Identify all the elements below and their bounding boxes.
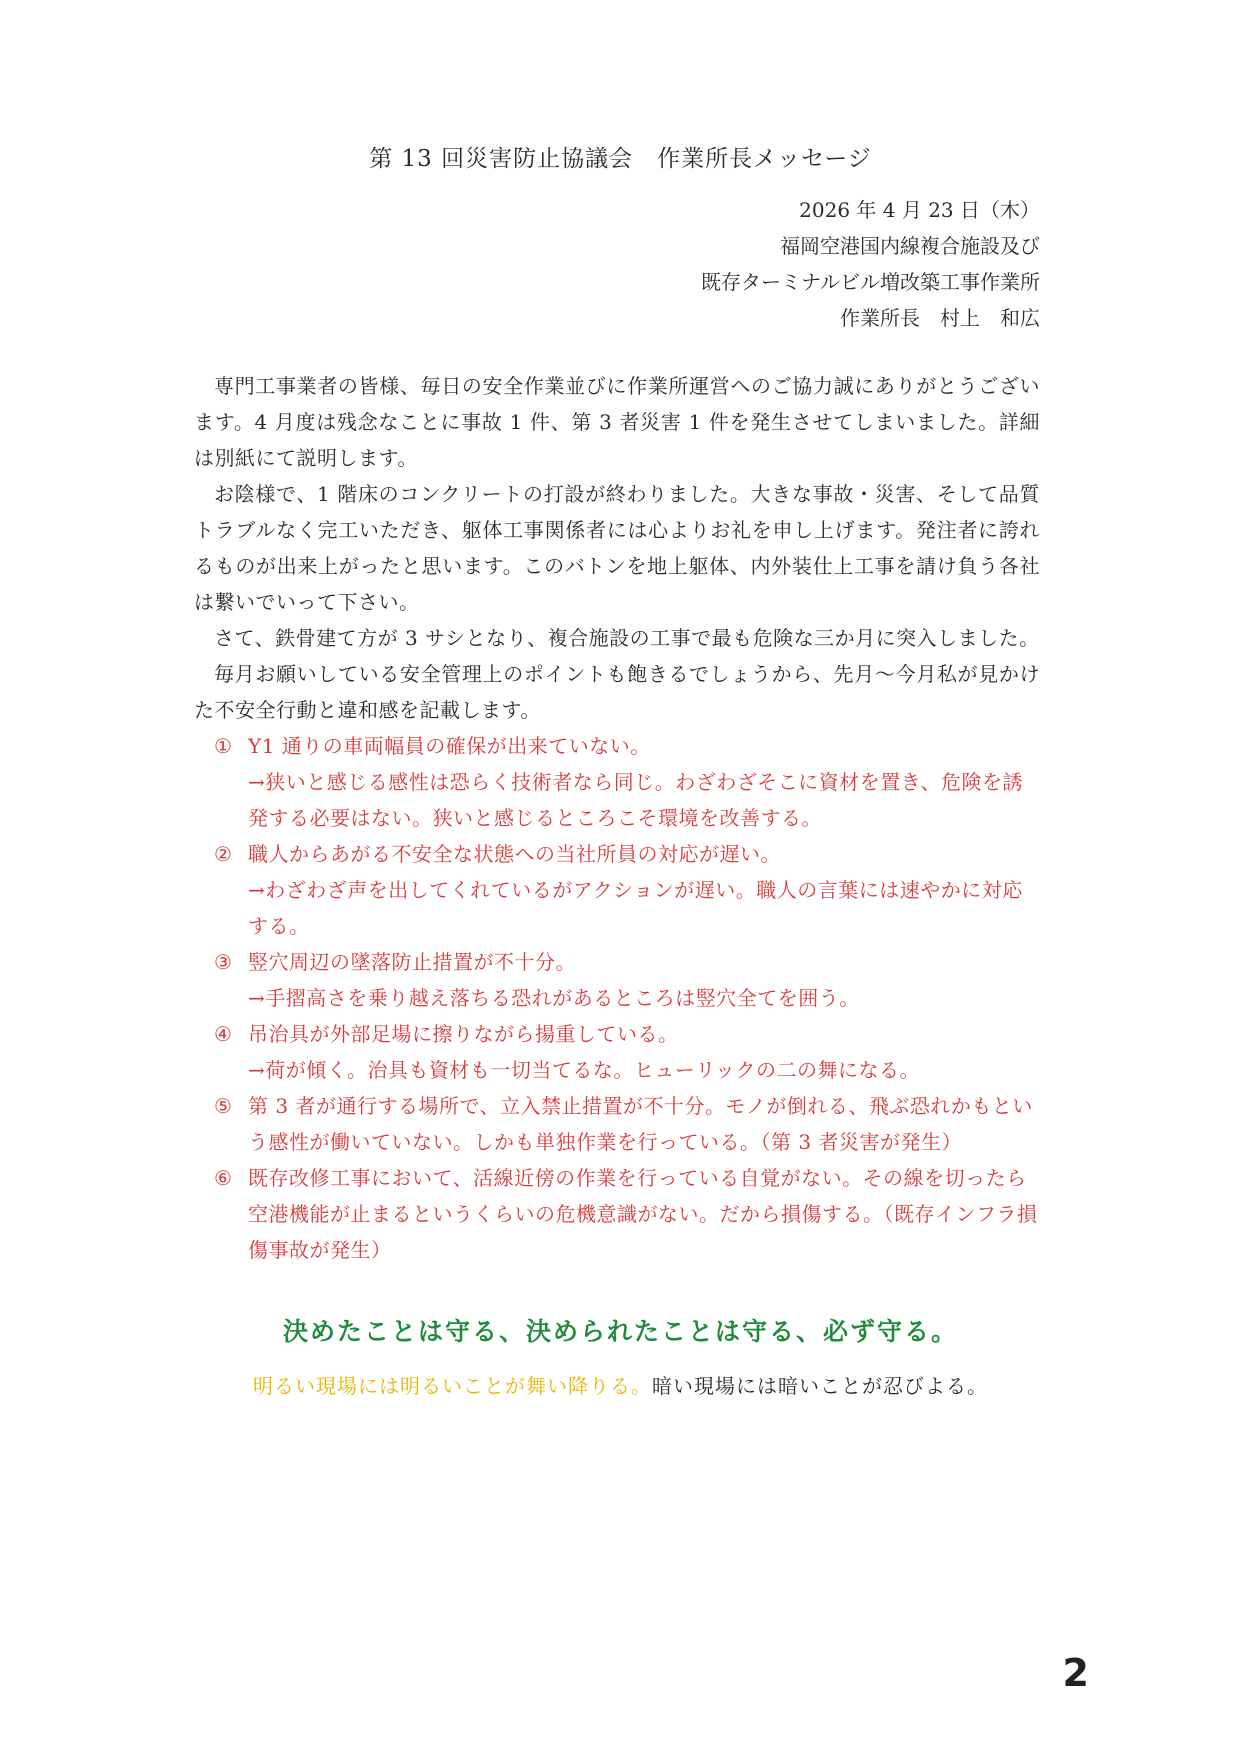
item-number: ② bbox=[214, 842, 233, 866]
page-number: 2 bbox=[1062, 1651, 1089, 1695]
item-number: ① bbox=[214, 734, 233, 758]
item-text: 既存改修工事において、活線近傍の作業を行っている自覚がない。その線を切ったら空港機能が止まるというくらいの危機意識がない。だから損傷する。（既存インフラ損傷事故が発生） bbox=[248, 1166, 1038, 1262]
motto: 決めたことは守る、決められたことは守る、必ず守る。 bbox=[282, 1317, 958, 1346]
item-number: ⑤ bbox=[214, 1094, 233, 1118]
item-note: →狭いと感じる感性は恐らく技術者なら同じ。わざわざそこに資材を置き、危険を誘発する必要はない。狭いと感じるところこそ環境を改善する。 bbox=[248, 770, 1023, 830]
item-text: 職人からあがる不安全な状態への当社所員の対応が遅い。 bbox=[248, 842, 781, 866]
item-text: Y1 通りの車両幅員の確保が出来ていない。 bbox=[248, 734, 651, 758]
paragraph: 毎月お願いしている安全管理上のポイントも飽きるでしょうから、先月～今月私が見かけた不安全行動と違和感を記載します。 bbox=[194, 662, 1040, 722]
item-text: 吊治具が外部足場に擦りながら揚重している。 bbox=[248, 1022, 679, 1046]
item-number: ⑥ bbox=[214, 1166, 233, 1190]
bright-site-text: 明るい現場には明るいことが舞い降りる。 bbox=[253, 1374, 652, 1398]
paragraph: さて、鉄骨建て方が 3 サシとなり、複合施設の工事で最も危険な三か月に突入しました。 bbox=[214, 626, 1040, 650]
item-number: ④ bbox=[214, 1022, 233, 1046]
closing-line bbox=[0, 1370, 1241, 1399]
document-date: 2026 年 4 月 23 日（木） bbox=[799, 198, 1040, 222]
message-body bbox=[194, 368, 1040, 1268]
item-note: →手摺高さを乗り越え落ちる恐れがあるところは竪穴全てを囲う。 bbox=[248, 986, 860, 1010]
document-title: 第 13 回災害防止協議会 作業所長メッセージ bbox=[369, 146, 872, 172]
unsafe-actions-list bbox=[194, 728, 1040, 1268]
item-note: →荷が傾く。治具も資材も一切当てるな。ヒューリックの二の舞になる。 bbox=[248, 1058, 921, 1082]
paragraph: お陰様で、1 階床のコンクリートの打設が終わりました。大きな事故・災害、そして品質トラブルなく完工いただき、躯体工事関係者には心よりお礼を申し上げます。発注者に誇れるものが出来上がったと思います。このバトンを地上躯体、内外装仕上工事を請け負う各社は繋いでいって下さい。 bbox=[194, 482, 1040, 614]
header-block bbox=[701, 192, 1040, 336]
list-item bbox=[194, 1160, 1040, 1268]
list-item bbox=[194, 1088, 1040, 1160]
author-name: 作業所長 村上 和広 bbox=[840, 306, 1040, 330]
site-name-line2: 既存ターミナルビル増改築工事作業所 bbox=[701, 270, 1040, 294]
item-note: →わざわざ声を出してくれているがアクションが遅い。職人の言葉には速やかに対応する。 bbox=[248, 878, 1023, 938]
item-text: 竪穴周辺の墜落防止措置が不十分。 bbox=[248, 950, 576, 974]
list-item bbox=[194, 836, 1040, 944]
list-item bbox=[194, 1016, 1040, 1088]
list-item bbox=[194, 728, 1040, 836]
item-number: ③ bbox=[214, 950, 233, 974]
dark-site-text: 暗い現場には暗いことが忍びよる。 bbox=[652, 1374, 988, 1398]
paragraph: 専門工事業者の皆様、毎日の安全作業並びに作業所運営へのご協力誠にありがとうございます。4 月度は残念なことに事故 1 件、第 3 者災害 1 件を発生させてしまいました。詳細は別紙にて説明します。 bbox=[194, 374, 1040, 470]
list-item bbox=[194, 944, 1040, 1016]
item-text: 第 3 者が通行する場所で、立入禁止措置が不十分。モノが倒れる、飛ぶ恐れかもという感性が働いていない。しかも単独作業を行っている。（第 3 者災害が発生） bbox=[248, 1094, 1033, 1154]
site-name-line1: 福岡空港国内線複合施設及び bbox=[780, 234, 1040, 258]
